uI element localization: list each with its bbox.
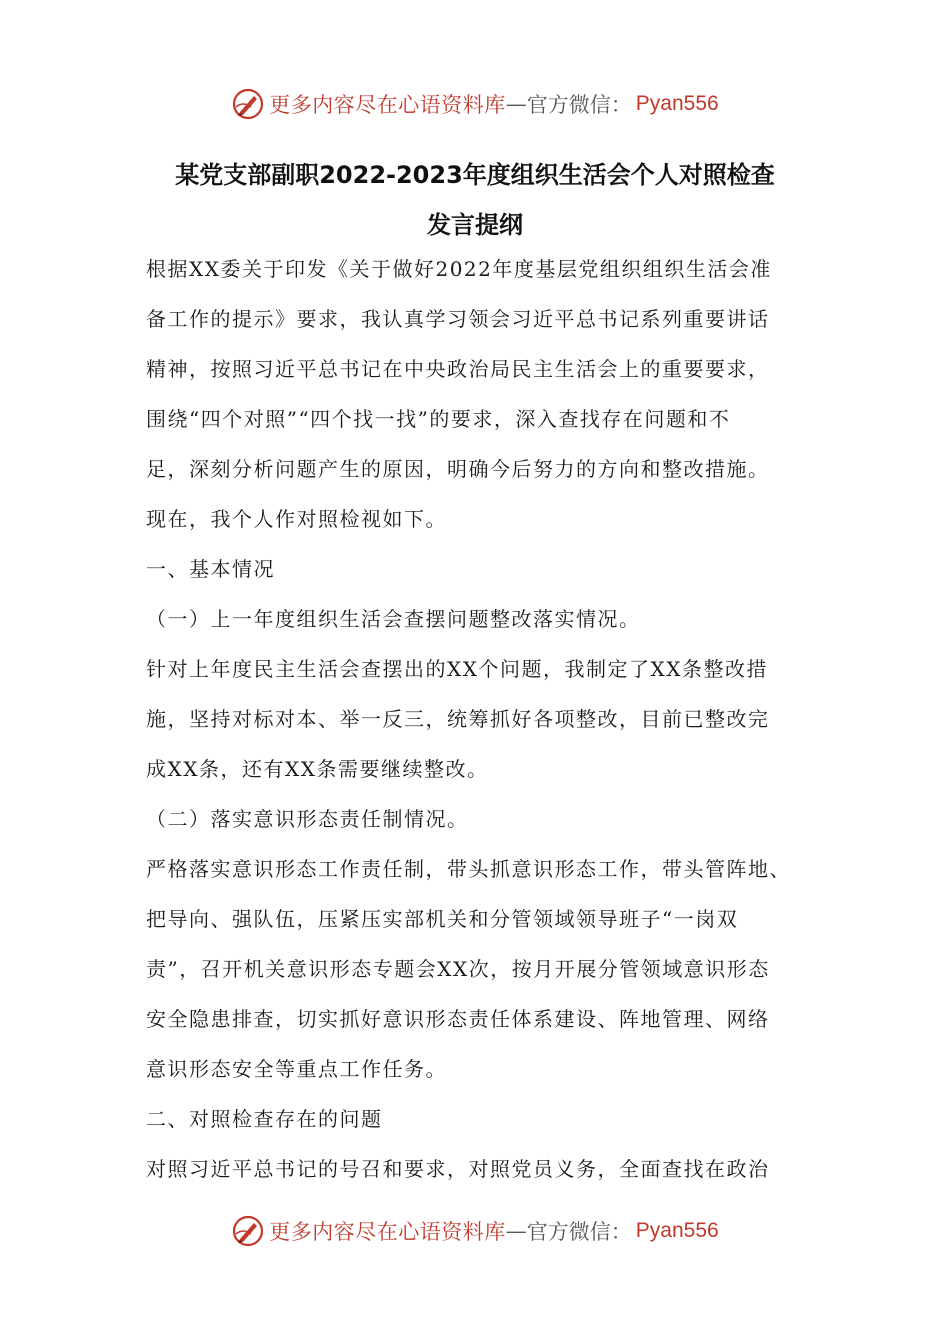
wechat-id: Pyan556 [635, 92, 719, 115]
brand-text: 更多内容尽在心语资料库 [269, 1220, 506, 1244]
banner-separator: — [505, 1219, 527, 1243]
document-title: 某党支部副职2022-2023年度组织生活会个人对照检查 [175, 161, 775, 189]
watermark-banner-bottom [0, 1211, 950, 1251]
body-line: 严格落实意识形态工作责任制，带头抓意识形态工作，带头管阵地、 [146, 857, 791, 881]
document-body [146, 244, 811, 1194]
body-line: 对照习近平总书记的号召和要求，对照党员义务，全面查找在政治 [146, 1157, 770, 1181]
body-line: 备工作的提示》要求，我认真学习领会习近平总书记系列重要讲话 [146, 307, 770, 331]
body-line: 责”，召开机关意识形态专题会XX次，按月开展分管领域意识形态 [146, 957, 770, 981]
body-line: 根据XX委关于印发《关于做好2022年度基层党组织组织生活会准 [146, 257, 772, 281]
section-heading: 二、对照检查存在的问题 [146, 1107, 383, 1131]
subsection-heading: （一）上一年度组织生活会查摆问题整改落实情况。 [146, 607, 641, 631]
body-line: 现在，我个人作对照检视如下。 [146, 507, 447, 531]
document-title-continued: 发言提纲 [427, 211, 523, 239]
section-heading: 一、基本情况 [146, 557, 275, 581]
body-line: 围绕“四个对照”“四个找一找”的要求，深入查找存在问题和不 [146, 407, 731, 431]
wechat-id: Pyan556 [635, 1219, 719, 1242]
brand-text: 更多内容尽在心语资料库 [269, 93, 506, 117]
subsection-heading: （二）落实意识形态责任制情况。 [146, 807, 469, 831]
body-line: 把导向、强队伍，压紧压实部机关和分管领域领导班子“一岗双 [146, 907, 739, 931]
banner-separator: — [505, 92, 527, 116]
body-line: 成XX条，还有XX条需要继续整改。 [146, 757, 489, 781]
body-line: 针对上年度民主生活会查摆出的XX个问题，我制定了XX条整改措 [146, 657, 768, 681]
body-line: 安全隐患排查，切实抓好意识形态责任体系建设、阵地管理、网络 [146, 1007, 770, 1031]
body-line: 精神，按照习近平总书记在中央政治局民主生活会上的重要要求， [146, 357, 770, 381]
body-line: 意识形态安全等重点工作任务。 [146, 1057, 447, 1081]
body-line: 足，深刻分析问题产生的原因，明确今后努力的方向和整改措施。 [146, 457, 770, 481]
body-line: 施，坚持对标对本、举一反三，统筹抓好各项整改，目前已整改完 [146, 707, 770, 731]
wechat-label: 官方微信： [526, 93, 632, 117]
wechat-label: 官方微信： [526, 1220, 632, 1244]
pen-logo-icon [231, 1214, 265, 1248]
pen-logo-icon [231, 87, 265, 121]
watermark-banner-top [0, 84, 950, 124]
